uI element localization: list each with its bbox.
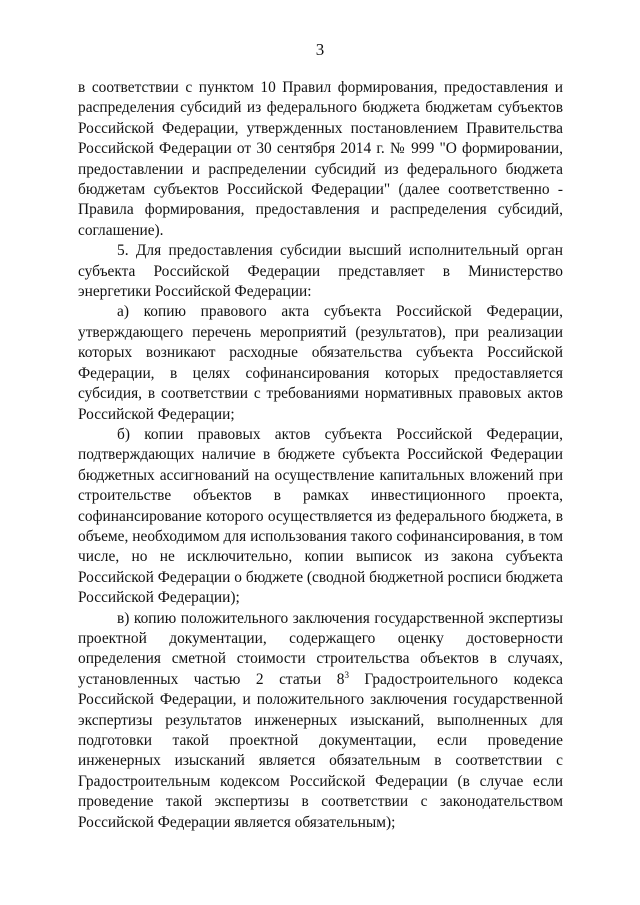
document-body	[78, 78, 563, 833]
paragraph-item-5: 5. Для предоставления субсидии высший исполнительный орган субъекта Российской Федерации представляет в Министерство энергетики Российской Федерации:	[78, 242, 563, 301]
paragraph-subitem-b: б) копии правовых актов субъекта Российской Федерации, подтверждающих наличие в бюджете субъекта Российской Федерации бюджетных ассигнований на осуществление капитальных вложений при строительстве объектов в рамках инвестиционного проекта, софинансирование которого осуществляется из федерального бюджета, в объеме, необходимом для использования такого софинансирования, в том числе, но не исключительно, копии выписок из закона субъекта Российской Федерации о бюджете (сводной бюджетной росписи бюджета Российской Федерации);	[78, 425, 563, 607]
paragraph-subitem-v-text-1: в) копию положительного заключения государственной экспертизы проектной документации, содержащего оценку достоверности определения сметной стоимости строительства объектов в случаях, установленных частью 2 статьи 8	[78, 609, 563, 688]
paragraph-subitem-v	[78, 609, 563, 833]
paragraph-subitem-v-text-2: Градостроительного кодекса Российской Федерации, и положительного заключения государственной экспертизы результатов инженерных изысканий, выполненных для подготовки такой проектной документации, если проведение инженерных изысканий является обязательным в соответствии с Градостроительным кодексом Российской Федерации (в случае если проведение такой экспертизы в соответствии с законодательством Российской Федерации является обязательным);	[78, 670, 564, 831]
superscript-article-number: 3	[344, 669, 349, 680]
page-number: 3	[315, 40, 325, 59]
paragraph-subitem-a: а) копию правового акта субъекта Российской Федерации, утверждающего перечень мероприятий (результатов), при реализации которых возникают расходные обязательства субъекта Российской Федерации, в целях софинансирования которых предоставляется субсидия, в соответствии с требованиями нормативных правовых актов Российской Федерации;	[78, 303, 563, 423]
paragraph-continuation: в соответствии с пунктом 10 Правил формирования, предоставления и распределения субсидий из федерального бюджета бюджетам субъектов Российской Федерации, утвержденных постановлением Правительства Российской Федерации от 30 сентября 2014 г. № 999 "О формировании, предоставлении и распределении субсидий из федерального бюджета бюджетам субъектов Российской Федерации" (далее соответственно - Правила формирования, предоставления и распределения субсидий, соглашение).	[78, 79, 563, 239]
